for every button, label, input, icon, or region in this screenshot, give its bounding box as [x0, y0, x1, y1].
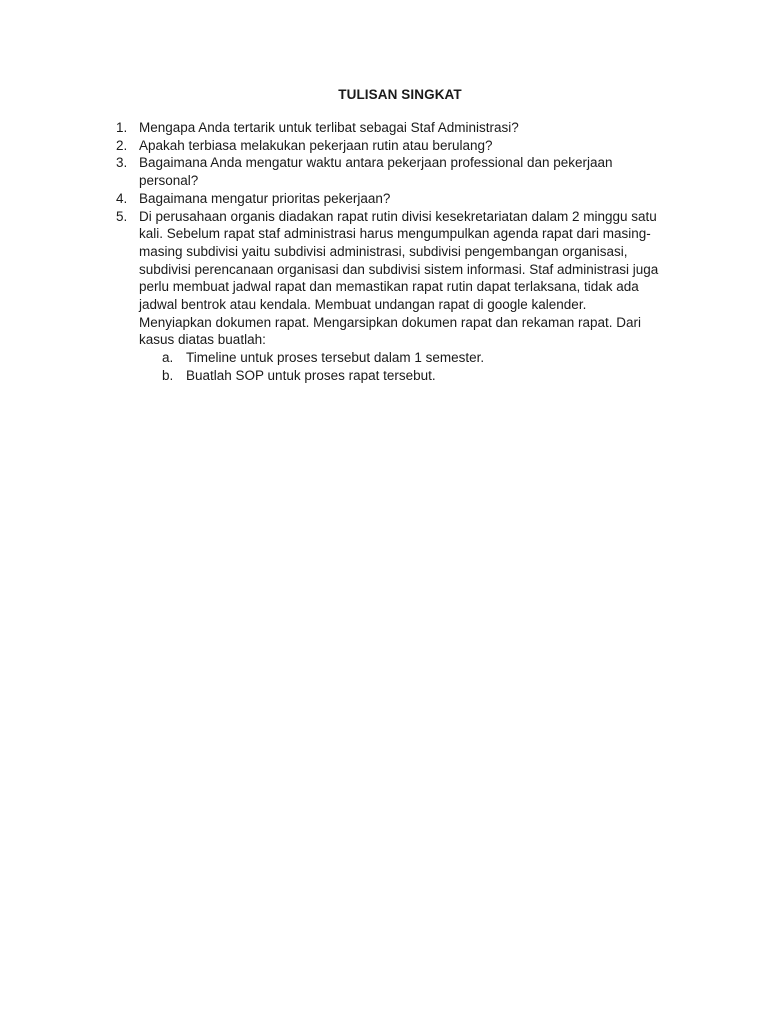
sub-question-list	[139, 349, 660, 384]
question-number: 1.	[116, 120, 128, 135]
question-list	[116, 119, 660, 385]
question-text: Apakah terbiasa melakukan pekerjaan rutin atau berulang?	[139, 137, 493, 153]
question-number: 3.	[116, 155, 128, 171]
question-text: Di perusahaan organis diadakan rapat rutin divisi kesekretariatan dalam 2 minggu satu kali. Sebelum rapat staf administrasi harus mengumpulkan agenda rapat dari masing-masing subdivisi yaitu subdivisi administrasi, subdivisi pengembangan organisasi, subdivisi perencanaan organisasi dan subdivisi sistem informasi. Staf administrasi juga perlu membuat jadwal rapat dan memastikan rapat rutin dapat terlaksana, tidak ada jadwal bentrok atau kendala. Membuat undangan rapat di google kalender. Menyiapkan dokumen rapat. Mengarsipkan dokumen rapat dan rekaman rapat. Dari kasus diatas buatlah:	[139, 208, 659, 348]
document-title: TULISAN SINGKAT	[338, 87, 462, 102]
question-number: 2.	[116, 137, 128, 153]
sub-question-letter: a.	[162, 350, 174, 366]
question-item-4	[116, 190, 660, 208]
sub-question-item-b	[139, 367, 660, 385]
question-item-3	[116, 154, 660, 189]
sub-question-text: Timeline untuk proses tersebut dalam 1 semester.	[186, 350, 485, 366]
sub-question-letter: b.	[162, 367, 174, 383]
question-item-1	[116, 119, 660, 137]
question-item-5	[116, 208, 660, 385]
question-item-2	[116, 137, 660, 155]
question-text: Mengapa Anda tertarik untuk terlibat sebagai Staf Administrasi?	[139, 120, 519, 135]
question-number: 4.	[116, 190, 128, 206]
question-text: Bagaimana mengatur prioritas pekerjaan?	[139, 190, 391, 206]
question-text: Bagaimana Anda mengatur waktu antara pekerjaan professional dan pekerjaan personal?	[139, 155, 613, 189]
question-number: 5.	[116, 208, 128, 224]
sub-question-text: Buatlah SOP untuk proses rapat tersebut.	[186, 367, 436, 383]
sub-question-item-a	[139, 349, 660, 367]
